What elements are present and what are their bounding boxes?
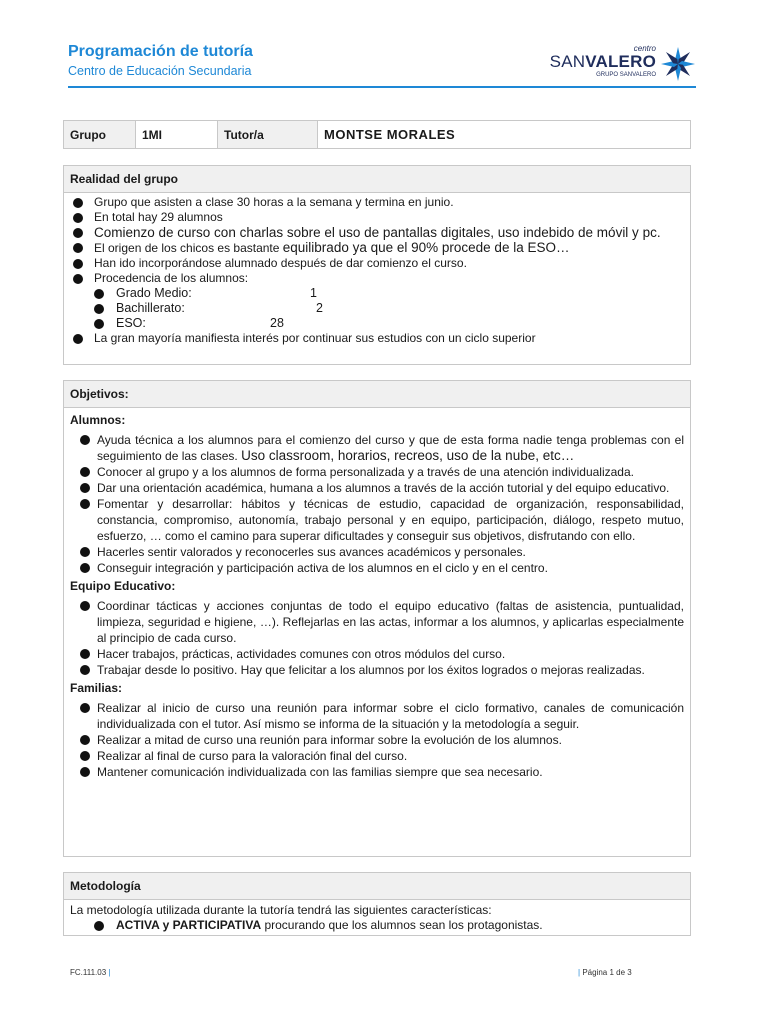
tutor-label: Tutor/a — [218, 121, 318, 149]
metodologia-title: Metodología — [64, 873, 690, 900]
form-code: FC.111.03 — [70, 968, 107, 977]
page-subtitle: Centro de Educación Secundaria — [68, 64, 252, 78]
logo-brand-b: VALERO — [585, 52, 656, 71]
list-item: Conseguir integración y participación activa de los alumnos en el ciclo y en el centro. — [80, 560, 684, 576]
footer-separator: | — [108, 968, 111, 977]
list-item-text: El origen de los chicos es bastante — [94, 241, 283, 255]
familias-heading: Familias: — [70, 681, 123, 695]
list-item: Conocer al grupo y a los alumnos de forma personalizada y a través de una atención individualizada. — [80, 464, 684, 480]
grupo-label: Grupo — [64, 121, 136, 149]
familias-list — [70, 700, 684, 780]
sub-label: Grado Medio: — [116, 286, 192, 300]
footer-right — [578, 968, 632, 977]
sub-label: Bachillerato: — [116, 301, 185, 315]
list-item: Procedencia de los alumnos: — [70, 271, 684, 286]
logo-brand-a: SAN — [549, 52, 586, 71]
list-item: Han ido incorporándose alumnado después de dar comienzo el curso. — [70, 256, 684, 271]
footer-left — [70, 968, 110, 977]
realidad-title: Realidad del grupo — [64, 166, 690, 193]
realidad-list-end — [70, 331, 684, 346]
realidad-section — [63, 165, 691, 365]
star-icon — [660, 46, 696, 82]
equipo-heading: Equipo Educativo: — [70, 579, 176, 593]
sub-value: 1 — [310, 286, 317, 300]
metodologia-section — [63, 872, 691, 936]
list-item: Hacerles sentir valorados y reconocerles sus avances académicos y personales. — [80, 544, 684, 560]
equipo-list — [70, 598, 684, 678]
page-header — [68, 42, 696, 88]
sanvalero-logo — [549, 44, 696, 84]
list-item: Dar una orientación académica, humana a los alumnos a través de la acción tutorial y del equipo educativo. — [80, 480, 684, 496]
group-info-table — [63, 120, 691, 149]
list-item-text: Uso classroom, horarios, recreos, uso de la nube, etc… — [241, 448, 575, 463]
sub-value: 2 — [316, 301, 323, 315]
list-item-text: equilibrado ya que el 90% procede de la ESO… — [282, 240, 570, 255]
list-item-text: Ayuda técnica a los alumnos para el comienzo del curso y que de esta forma nadie tenga problemas con el seguimiento de las clases. — [97, 433, 684, 463]
list-item-bold: ACTIVA y PARTICIPATIVA — [116, 918, 262, 932]
logo-brand — [550, 52, 656, 72]
logo-small-text: centro — [633, 44, 656, 53]
realidad-list — [70, 195, 684, 286]
list-item: Realizar al final de curso para la valoración final del curso. — [80, 748, 684, 764]
list-item — [70, 240, 684, 256]
list-item: Coordinar tácticas y acciones conjuntas de todo el equipo educativo (faltas de asistencia, puntualidad, limpieza, seguridad e higiene, …). Reflejarlas en las actas, informar a los alumnos, y aplicarlas especialmente al principio de cada curso. — [80, 598, 684, 646]
list-item: Comienzo de curso con charlas sobre el uso de pantallas digitales, uso indebido de móvil y pc. — [70, 225, 684, 240]
list-item: Realizar al inicio de curso una reunión para informar sobre el ciclo formativo, canales de comunicación individualizada con el tutor. Así mismo se informa de la situación y la metodología a seguir. — [80, 700, 684, 732]
alumnos-list — [70, 432, 684, 576]
list-item-text: procurando que los alumnos sean los protagonistas. — [261, 918, 543, 932]
list-item — [80, 432, 684, 464]
list-item: Fomentar y desarrollar: hábitos y técnicas de estudio, capacidad de organización, responsabilidad, constancia, compromiso, autonomía, trabajo personal y en equipo, participación, diálogo, respeto mutuo, esfuerzo, … como el camino para superar dificultades y conseguir sus objetivos, disfrutando con ello. — [80, 496, 684, 544]
procedencia-list — [70, 286, 684, 331]
list-item: La gran mayoría manifiesta interés por continuar sus estudios con un ciclo superior — [70, 331, 684, 346]
objetivos-title: Objetivos: — [64, 381, 690, 408]
list-item — [70, 301, 684, 316]
list-item: Hacer trabajos, prácticas, actividades comunes con otros módulos del curso. — [80, 646, 684, 662]
metodologia-list — [70, 918, 684, 933]
list-item — [70, 286, 684, 301]
list-item — [70, 316, 684, 331]
tutor-value: MONTSE MORALES — [318, 121, 691, 149]
list-item: En total hay 29 alumnos — [70, 210, 684, 225]
list-item: Trabajar desde lo positivo. Hay que felicitar a los alumnos por los éxitos logrados o mejoras realizadas. — [80, 662, 684, 678]
list-item: Mantener comunicación individualizada con las familias siempre que sea necesario. — [80, 764, 684, 780]
sub-value: 28 — [270, 316, 284, 330]
page-number: Página 1 de 3 — [582, 968, 632, 977]
page-title: Programación de tutoría — [68, 43, 253, 60]
sub-label: ESO: — [116, 316, 146, 330]
list-item — [70, 918, 684, 933]
list-item: Realizar a mitad de curso una reunión para informar sobre la evolución de los alumnos. — [80, 732, 684, 748]
grupo-value: 1MI — [136, 121, 218, 149]
footer-separator: | — [578, 968, 581, 977]
logo-group-text: GRUPO SANVALERO — [596, 72, 656, 78]
list-item: Grupo que asisten a clase 30 horas a la semana y termina en junio. — [70, 195, 684, 210]
metodologia-intro: La metodología utilizada durante la tutoría tendrá las siguientes características: — [70, 903, 492, 917]
objetivos-section — [63, 380, 691, 857]
alumnos-heading: Alumnos: — [70, 413, 126, 427]
